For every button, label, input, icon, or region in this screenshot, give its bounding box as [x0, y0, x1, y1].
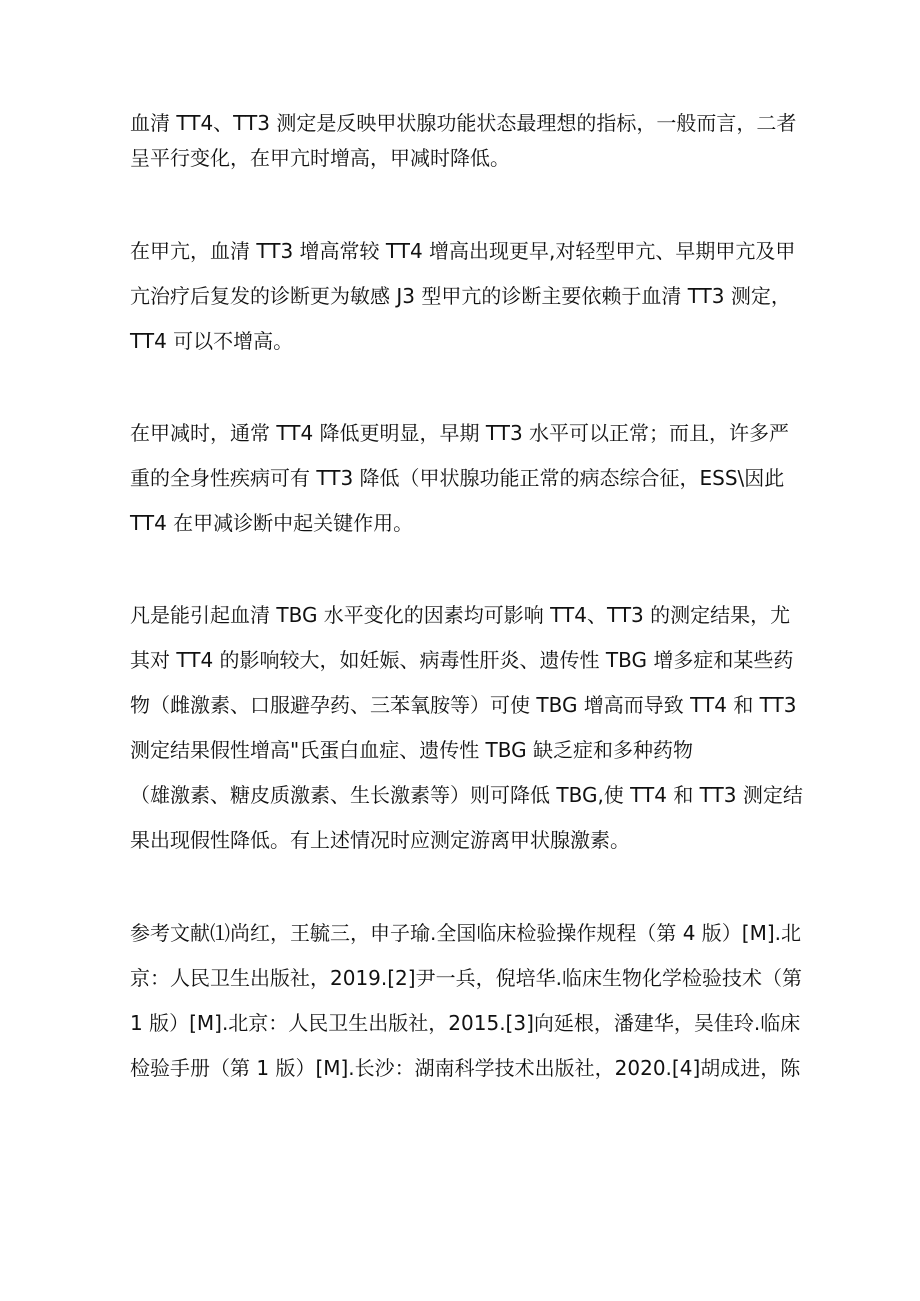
paragraph-4-line-5: （雄激素、糖皮质激素、生长激素等）则可降低 TBG,使 TT4 和 TT3 测定结	[130, 783, 803, 807]
paragraph-4-line-3: 物（雌激素、口服避孕药、三苯氧胺等）可使 TBG 增高而导致 TT4 和 TT3	[130, 693, 797, 717]
paragraph-3-line-2: 重的全身性疾病可有 TT3 降低（甲状腺功能正常的病态综合征，ESS\因此	[130, 466, 785, 490]
paragraph-4-line-4: 测定结果假性增高"氏蛋白血症、遗传性 TBG 缺乏症和多种药物	[130, 738, 693, 762]
paragraph-2-line-3: TT4 可以不增高。	[130, 329, 294, 353]
paragraph-2-line-1: 在甲亢，血清 TT3 增高常较 TT4 增高出现更早,对轻型甲亢、早期甲亢及甲	[130, 239, 796, 263]
paragraph-1-line-2: 呈平行变化，在甲亢时增高，甲减时降低。	[130, 146, 510, 170]
paragraph-4-line-2: 其对 TT4 的影响较大，如妊娠、病毒性肝炎、遗传性 TBG 增多症和某些药	[130, 648, 794, 672]
paragraph-3-line-3: TT4 在甲减诊断中起关键作用。	[130, 511, 414, 535]
paragraph-4-line-1: 凡是能引起血清 TBG 水平变化的因素均可影响 TT4、TT3 的测定结果，尤	[130, 603, 791, 627]
references-line-4: 检验手册（第 1 版）[M].长沙：湖南科学技术出版社，2020.[4]胡成进，陈	[130, 1056, 801, 1080]
references-line-1: 参考文献⑴尚红，王毓三，申子瑜.全国临床检验操作规程（第 4 版）[M].北	[130, 921, 802, 945]
references-line-3: 1 版）[M].北京：人民卫生出版社，2015.[3]向延根，潘建华，吴佳玲.临床	[130, 1011, 801, 1035]
paragraph-1-line-1: 血清 TT4、TT3 测定是反映甲状腺功能状态最理想的指标，一般而言，二者	[130, 111, 797, 135]
paragraph-3-line-1: 在甲减时，通常 TT4 降低更明显，早期 TT3 水平可以正常；而且，许多严	[130, 421, 790, 445]
references-line-2: 京：人民卫生出版社，2019.[2]尹一兵，倪培华.临床生物化学检验技术（第	[130, 966, 802, 990]
paragraph-2-line-2: 亢治疗后复发的诊断更为敏感 J3 型甲亢的诊断主要依赖于血清 TT3 测定，	[130, 284, 791, 308]
paragraph-4-line-6: 果出现假性降低。有上述情况时应测定游离甲状腺激素。	[130, 828, 630, 852]
